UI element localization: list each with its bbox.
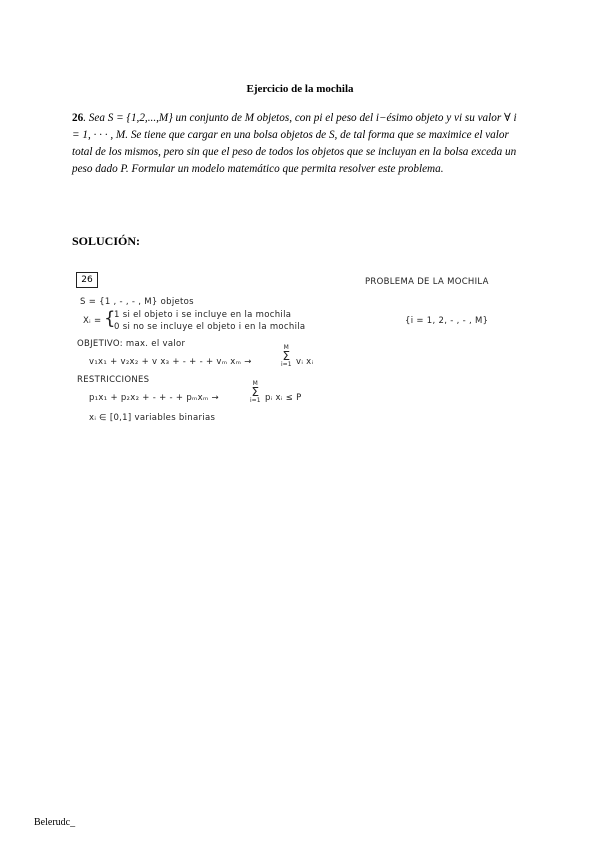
solution-heading: SOLUCIÓN: — [72, 234, 141, 248]
handwritten-objective-expr: v₁x₁ + v₂x₂ + v x₃ + - + - + vₘ xₘ → — [89, 357, 252, 367]
handwritten-objective-heading: OBJETIVO: max. el valor — [77, 339, 186, 349]
handwritten-restriction-expr: p₁x₁ + p₂x₂ + - + - + pₘxₘ → — [89, 393, 219, 403]
problem-text: . Sea S = {1,2,...,M} un conjunto de M objetos, con pi el peso del i−ésimo objeto y vi su valor ∀ i = 1, · · · , M. Se tiene que cargar en una bolsa objetos de S, de tal forma que se maximice el valor total de los mismos, pero sin que el peso de todos los objetos que se incluyan en la bolsa exceda un peso dado P. Formular un modelo matemático que permita resolver este problema. — [72, 112, 517, 175]
handwritten-case-zero: 0 si no se incluye el objeto i en la mochila — [114, 322, 306, 332]
footer-author: Belerudc_ — [34, 817, 76, 828]
restriction-sum-bottom: i=1 — [250, 397, 261, 404]
handwritten-restrictions-heading: RESTRICCIONES — [77, 375, 150, 385]
curly-brace-icon: { — [104, 308, 116, 329]
handwritten-binary-line: xᵢ ∈ [0,1] variables binarias — [89, 413, 216, 423]
problem-statement — [72, 110, 522, 178]
handwritten-x-label: Xᵢ = — [83, 316, 102, 326]
restriction-sum-top: M — [252, 380, 258, 387]
handwritten-index-range: {i = 1, 2, - , - , M} — [405, 316, 489, 326]
handwritten-objective-sum-term: vᵢ xᵢ — [296, 357, 314, 367]
page-title: Ejercicio de la mochila — [246, 83, 354, 95]
objective-sum-top: M — [283, 344, 289, 351]
handwritten-header-note: PROBLEMA DE LA MOCHILA — [365, 277, 489, 287]
handwritten-case-one: 1 si el objeto i se incluye en la mochila — [114, 310, 292, 320]
sigma-icon: Σ — [251, 385, 260, 399]
restriction-summation — [250, 381, 261, 404]
handwritten-set-line: S = {1 , - , - , M} objetos — [80, 297, 194, 307]
handwritten-box-number: 26 — [76, 272, 98, 288]
sigma-icon: Σ — [282, 349, 291, 363]
objective-summation — [281, 345, 292, 368]
objective-sum-bottom: i=1 — [281, 361, 292, 368]
problem-number: 26 — [72, 112, 84, 124]
handwritten-restriction-sum-term: pᵢ xᵢ ≤ P — [265, 393, 302, 403]
